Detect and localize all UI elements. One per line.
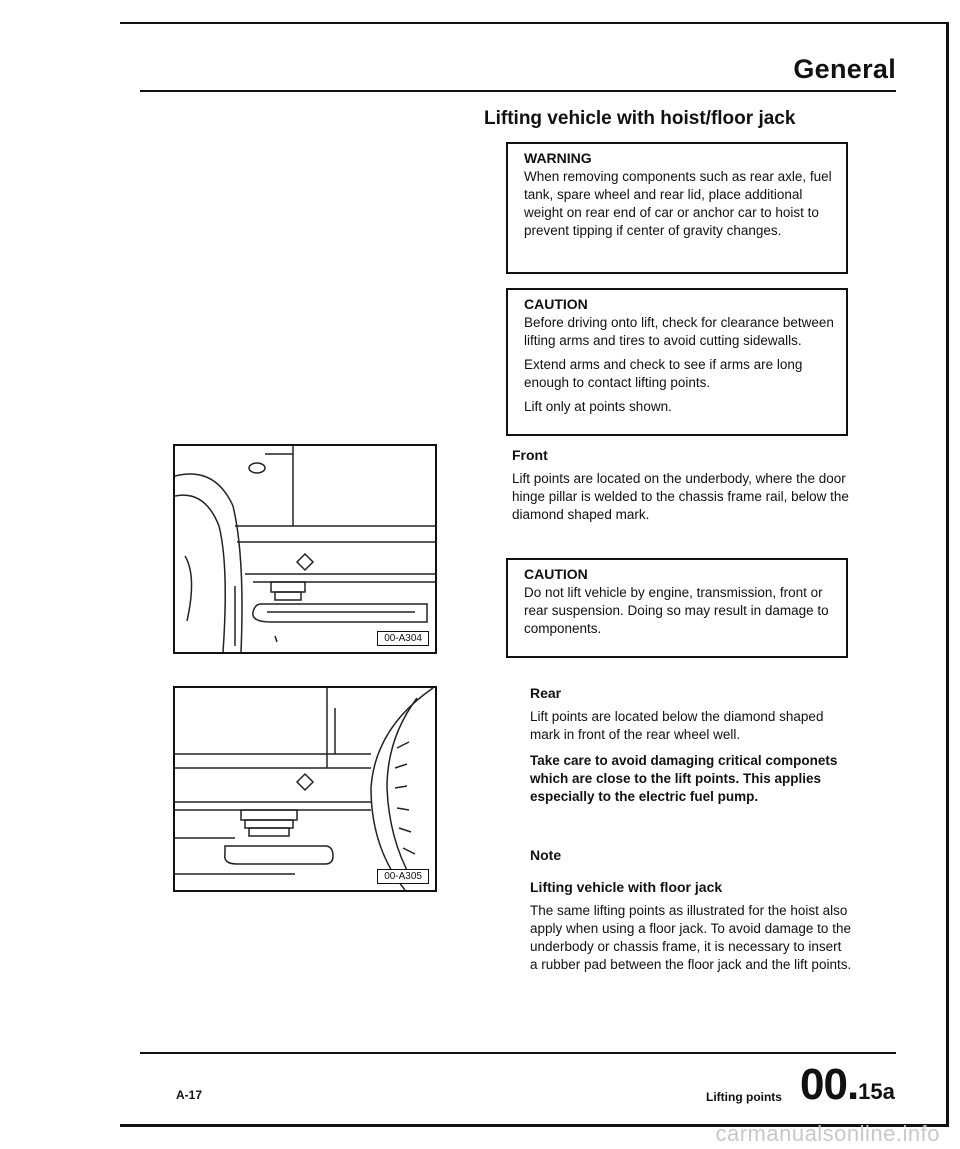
section-header: General: [793, 54, 896, 84]
figure-label: 00-A304: [377, 631, 429, 646]
note-subheading: Lifting vehicle with floor jack: [530, 879, 723, 895]
footer-rule: [140, 1052, 896, 1054]
repair-group-number: 00.: [800, 1060, 859, 1109]
warning-text: When removing components such as rear axle, fuel tank, spare wheel and rear lid, place additional weight on rear end of car or anchor car to hoist to prevent tipping if center of gravity changes.: [524, 169, 832, 238]
note-text: The same lifting points as illustrated for the hoist also apply when using a floor jack. To avoid damage to the underbody or chassis frame, it is necessary to insert a rubber pad between the floor jack and the lift points.: [530, 903, 852, 972]
figure-label: 00-A305: [377, 869, 429, 884]
caution-heading: CAUTION: [524, 296, 588, 312]
front-heading: Front: [512, 447, 548, 463]
front-text: Lift points are located on the underbody, where the door hinge pillar is welded to the chassis frame rail, below the diamond shaped mark.: [512, 471, 849, 522]
rear-text: Lift points are located below the diamond shaped mark in front of the rear wheel well.: [530, 709, 824, 742]
figure-front-lift-point: [173, 444, 437, 654]
warning-box: [506, 142, 848, 274]
header-rule: [140, 90, 896, 92]
caution-heading: CAUTION: [524, 566, 588, 582]
rear-section: [530, 684, 842, 814]
figure-rear-lift-point: [173, 686, 437, 892]
note-section: [530, 846, 852, 982]
page-title: Lifting vehicle with hoist/floor jack: [484, 108, 796, 129]
footer-section-label: Lifting points: [706, 1090, 782, 1104]
caution-box-lift: [506, 288, 848, 436]
warning-heading: WARNING: [524, 150, 592, 166]
rear-lift-illustration: [175, 688, 435, 890]
front-section: [512, 446, 852, 532]
caution-text-engine: Do not lift vehicle by engine, transmission, front or rear suspension. Doing so may result in damage to components.: [524, 585, 829, 636]
note-heading: Note: [530, 847, 562, 863]
repair-group-suffix: 15a: [858, 1079, 895, 1104]
front-lift-illustration: [175, 446, 435, 652]
caution-text-clearance: Before driving onto lift, check for clearance between lifting arms and tires to avoid cutting sidewalls.: [524, 315, 834, 348]
rear-bold-warning: Take care to avoid damaging critical componets which are close to the lift points. This applies especially to the electric fuel pump.: [530, 753, 838, 804]
watermark: carmanualsonline.info: [715, 1121, 940, 1146]
page-number: A-17: [176, 1088, 203, 1102]
frame-right-line: [946, 22, 949, 1127]
footer-repair-group-code: [800, 1060, 895, 1110]
caution-text-arms: Extend arms and check to see if arms are long enough to contact lifting points.: [524, 357, 803, 390]
frame-top-line: [120, 22, 949, 24]
caution-box-engine: [506, 558, 848, 658]
caution-text-points: Lift only at points shown.: [524, 399, 672, 414]
rear-heading: Rear: [530, 685, 562, 701]
